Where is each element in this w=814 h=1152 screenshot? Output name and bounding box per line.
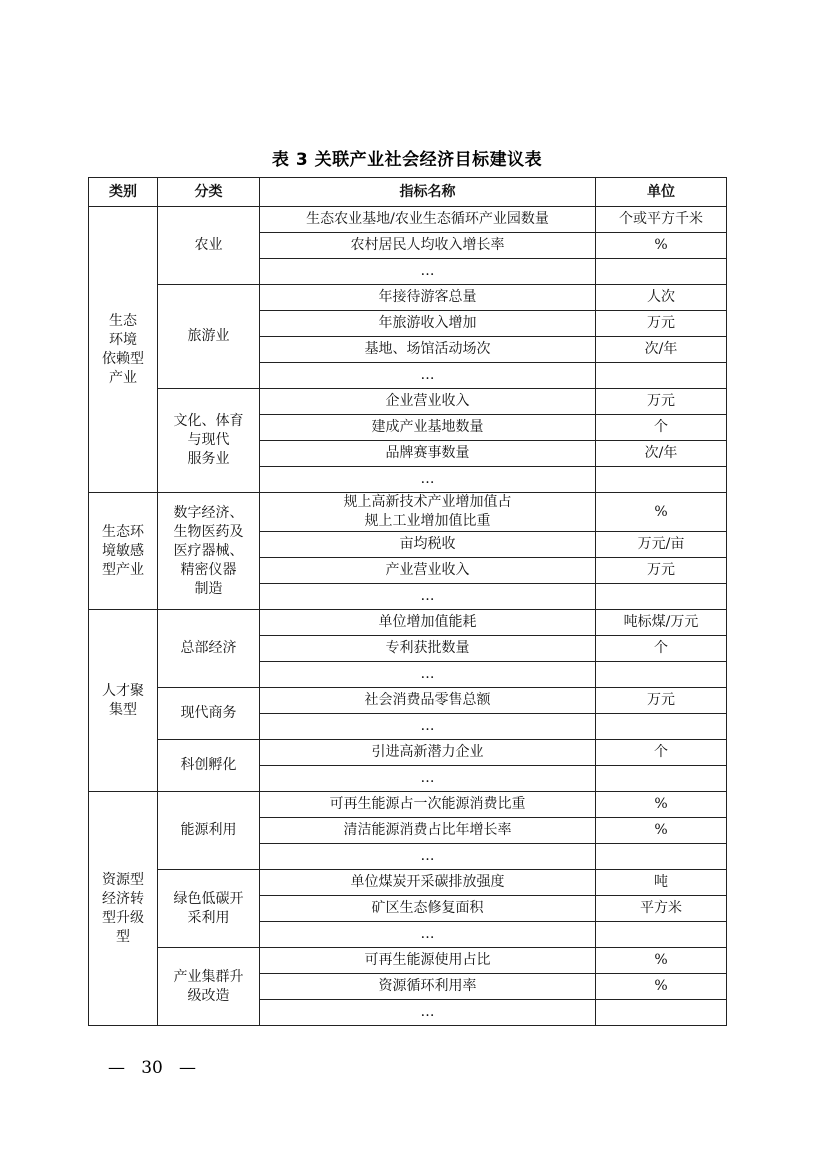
unit-cell: 人次 — [596, 285, 727, 311]
unit-cell: 万元 — [596, 389, 727, 415]
unit-cell — [596, 363, 727, 389]
table-header-row — [89, 178, 727, 207]
table-row — [89, 389, 727, 415]
indicator-cell: 农村居民人均收入增长率 — [260, 233, 596, 259]
unit-cell — [596, 844, 727, 870]
indicator-cell: 社会消费品零售总额 — [260, 688, 596, 714]
indicator-cell: 基地、场馆活动场次 — [260, 337, 596, 363]
indicator-cell: 年接待游客总量 — [260, 285, 596, 311]
indicator-cell: 企业营业收入 — [260, 389, 596, 415]
indicator-cell: 亩均税收 — [260, 532, 596, 558]
subcategory-cell: 农业 — [158, 207, 260, 285]
subcategory-cell: 科创孵化 — [158, 740, 260, 792]
unit-cell — [596, 922, 727, 948]
table-row — [89, 948, 727, 974]
header-indicator: 指标名称 — [260, 178, 596, 207]
indicator-cell: 品牌赛事数量 — [260, 441, 596, 467]
header-category: 类别 — [89, 178, 158, 207]
unit-cell: 个 — [596, 636, 727, 662]
indicator-cell: 可再生能源使用占比 — [260, 948, 596, 974]
unit-cell: % — [596, 233, 727, 259]
indicator-cell: … — [260, 662, 596, 688]
category-cell: 生态 环境 依赖型 产业 — [89, 207, 158, 493]
indicator-cell: 资源循环利用率 — [260, 974, 596, 1000]
unit-cell: % — [596, 948, 727, 974]
indicator-cell: … — [260, 259, 596, 285]
table-row — [89, 610, 727, 636]
category-cell: 资源型 经济转 型升级 型 — [89, 792, 158, 1026]
indicator-cell: … — [260, 922, 596, 948]
indicator-cell: 可再生能源占一次能源消费比重 — [260, 792, 596, 818]
indicator-cell: … — [260, 766, 596, 792]
unit-cell: 万元 — [596, 558, 727, 584]
unit-cell — [596, 467, 727, 493]
unit-cell: % — [596, 792, 727, 818]
unit-cell: 个 — [596, 740, 727, 766]
indicator-cell: 年旅游收入增加 — [260, 311, 596, 337]
unit-cell: 万元/亩 — [596, 532, 727, 558]
category-cell: 生态环 境敏感 型产业 — [89, 493, 158, 610]
indicator-cell: 规上高新技术产业增加值占 规上工业增加值比重 — [260, 493, 596, 532]
indicator-cell: … — [260, 844, 596, 870]
unit-cell: 个 — [596, 415, 727, 441]
unit-cell: 次/年 — [596, 441, 727, 467]
unit-cell — [596, 1000, 727, 1026]
subcategory-cell: 绿色低碳开 采利用 — [158, 870, 260, 948]
category-cell: 人才聚 集型 — [89, 610, 158, 792]
indicator-cell: 单位煤炭开采碳排放强度 — [260, 870, 596, 896]
indicator-cell: … — [260, 363, 596, 389]
table-row — [89, 870, 727, 896]
table-row — [89, 493, 727, 532]
table-body — [89, 207, 727, 1026]
subcategory-cell: 总部经济 — [158, 610, 260, 688]
unit-cell: % — [596, 974, 727, 1000]
subcategory-cell: 产业集群升 级改造 — [158, 948, 260, 1026]
unit-cell: 个或平方千米 — [596, 207, 727, 233]
unit-cell: 平方米 — [596, 896, 727, 922]
indicator-cell: 生态农业基地/农业生态循环产业园数量 — [260, 207, 596, 233]
unit-cell: % — [596, 818, 727, 844]
unit-cell: 吨 — [596, 870, 727, 896]
indicator-cell: 清洁能源消费占比年增长率 — [260, 818, 596, 844]
table-row — [89, 688, 727, 714]
table-row — [89, 207, 727, 233]
indicator-cell: 产业营业收入 — [260, 558, 596, 584]
unit-cell: 次/年 — [596, 337, 727, 363]
subcategory-cell: 旅游业 — [158, 285, 260, 389]
unit-cell: % — [596, 493, 727, 532]
indicator-cell: … — [260, 714, 596, 740]
subcategory-cell: 数字经济、 生物医药及 医疗器械、 精密仪器 制造 — [158, 493, 260, 610]
table-row — [89, 740, 727, 766]
indicator-cell: 建成产业基地数量 — [260, 415, 596, 441]
header-subcategory: 分类 — [158, 178, 260, 207]
indicator-cell: 单位增加值能耗 — [260, 610, 596, 636]
indicator-cell: 专利获批数量 — [260, 636, 596, 662]
unit-cell — [596, 259, 727, 285]
table-row — [89, 792, 727, 818]
unit-cell: 万元 — [596, 688, 727, 714]
unit-cell — [596, 584, 727, 610]
header-unit: 单位 — [596, 178, 727, 207]
table-row — [89, 285, 727, 311]
page-number: — 30 — — [108, 1058, 197, 1078]
subcategory-cell: 文化、体育 与现代 服务业 — [158, 389, 260, 493]
unit-cell — [596, 714, 727, 740]
indicator-cell: … — [260, 467, 596, 493]
indicator-cell: 引进高新潜力企业 — [260, 740, 596, 766]
unit-cell: 吨标煤/万元 — [596, 610, 727, 636]
unit-cell — [596, 662, 727, 688]
unit-cell: 万元 — [596, 311, 727, 337]
indicator-cell: 矿区生态修复面积 — [260, 896, 596, 922]
indicator-table — [88, 177, 727, 1026]
unit-cell — [596, 766, 727, 792]
indicator-cell: … — [260, 584, 596, 610]
indicator-cell: … — [260, 1000, 596, 1026]
table-title: 表 3 关联产业社会经济目标建议表 — [271, 150, 543, 170]
subcategory-cell: 能源利用 — [158, 792, 260, 870]
subcategory-cell: 现代商务 — [158, 688, 260, 740]
